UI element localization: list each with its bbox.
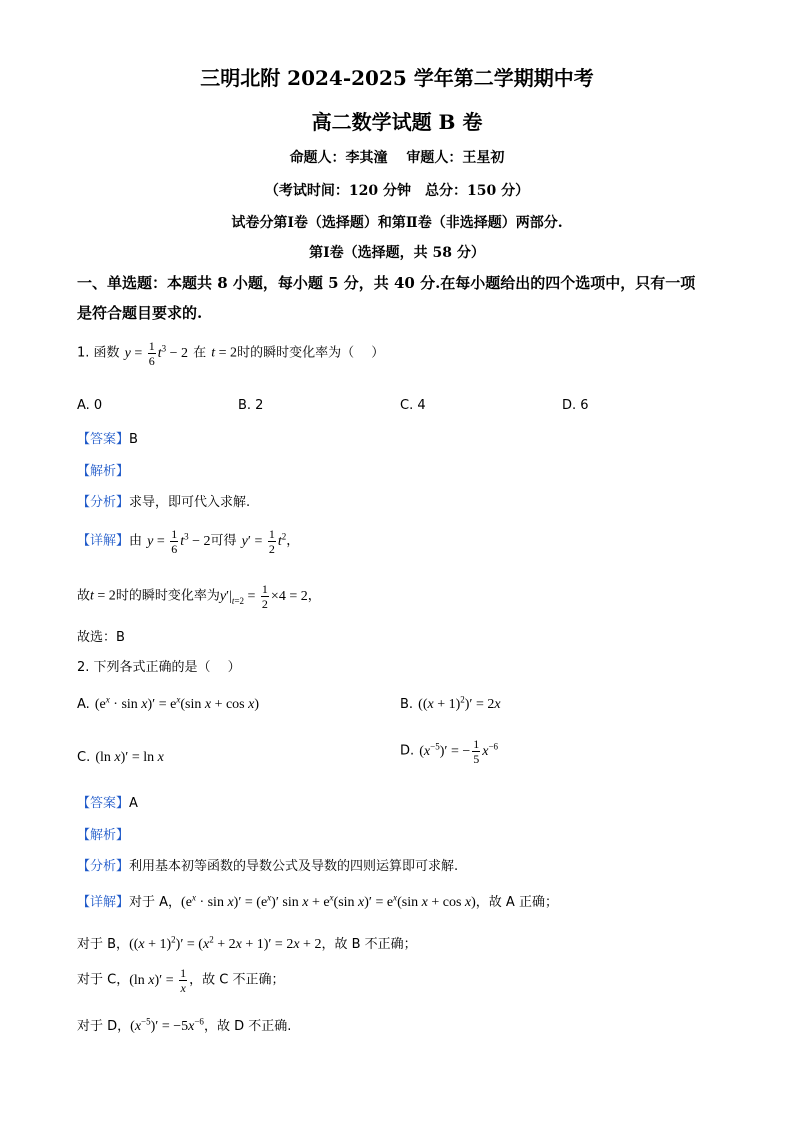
q2-detail-c-prefix: 对于 C， [77,972,130,988]
q2-formula-c: (ln x)′ = ln x [95,750,164,765]
q2-detail-b [77,933,417,953]
q1-detail-line2 [77,583,321,610]
xiangjie-tag: 【详解】 [77,895,130,910]
q1-line2-t: t = 2 [90,588,116,604]
analysis-tag: 【解析】 [77,464,130,479]
q2-label-b: B. [400,697,414,712]
authors-line: 命题人：李其潼 审题人：王星初 [289,150,505,166]
q2-detail-c-formula: (ln x)′ = $\frac{1}{x}$ [129,966,187,995]
q2-detail-d-prefix: 对于 D， [77,1019,131,1034]
q1-stem [77,340,384,367]
q2-detail-a-formula: $(e^x \cdot \sin x)' = (e^x)'$ $\sin x + e^x(\sin$ $x)' = e^x(\sin$ x + cos x) [181,892,476,910]
q2-detail-b-prefix: 对于 B， [77,937,130,952]
fenxi-tag: 【分析】 [77,859,130,874]
q2-detail-a-prefix: 对于 A， [129,895,182,910]
q2-detail-a [77,891,558,911]
q2-detail-b-formula: $((x + 1)^2)' = (x^2 + 2x + 1)' = 2x + 2$ [129,934,322,952]
exam-title: 三明北附 2024-2025 学年第二学期期中考 [200,66,594,90]
q1-line2-start: 故 [77,588,91,604]
answer-tag: 【答案】 [77,796,130,811]
q2-formula-d: $(x^{-5})'$ = − $\frac{1}{5}$ $x^{-6}$ [419,737,499,766]
q2-detail-b-suffix: ，故 B 不正确； [321,937,417,952]
q1-suffix: 时的瞬时变化率为（ ） [237,345,385,361]
q2-formula-a: $(e^x \cdot \sin x)' = e^x(\sin$ x + cos x) [94,694,260,712]
q1-option-a: A. 0 [77,398,103,413]
q1-answer [77,428,138,447]
q2-detail-d-suffix: ，故 D 不正确. [203,1019,292,1034]
q2-detail-c-suffix: ，故 C 不正确； [189,972,285,988]
q1-option-c: C. 4 [400,398,426,413]
q2-detail-c [77,967,284,994]
q2-answer-value: A [129,796,138,811]
q1-detail-comma: ， [286,533,300,549]
q1-t-value: t = 2 [211,345,238,361]
q1-line2-end: ， [307,588,321,604]
q2-option-c [77,746,164,766]
q1-detail-function: y = $\frac{1}{6}$ $t^3 - 2$ [147,527,211,556]
section1-line2: 是符合题目要求的. [77,304,203,322]
q2-detail-a-suffix: ，故 A 正确； [475,895,558,910]
xiangjie-tag: 【详解】 [77,533,130,549]
part1-heading: 第Ⅰ卷（选择题，共 58 分） [309,245,485,261]
exam-info: （考试时间：120 分钟 总分：150 分） [264,183,530,199]
q2-option-b [400,693,501,713]
q1-option-d: D. 6 [562,398,589,413]
q2-label-c: C. [77,750,91,765]
q2-option-a [77,693,259,713]
q1-answer-value: B [129,432,138,447]
fenxi-tag: 【分析】 [77,495,130,510]
q1-mid: 在 [193,345,207,361]
section1-line1: 一、单选题：本题共 8 小题，每小题 5 分，共 40 分.在每小题给出的四个选项中，只有一项 [77,274,696,292]
q1-detail-get: 可得 [210,533,237,549]
q1-line2-mid: 时的瞬时变化率为 [115,588,220,604]
q1-fenxi [77,491,250,510]
q2-option-d [400,738,498,765]
analysis-tag: 【解析】 [77,828,130,843]
q2-fenxi [77,855,458,874]
q2-label-d: D. [400,743,415,759]
q2-detail-d [77,1015,291,1035]
q2-answer [77,792,138,811]
q1-line2-eval: $y'|_{t=2}$ = $\frac{1}{2}$ ×4 = 2 [219,582,308,611]
answer-tag: 【答案】 [77,432,130,447]
q1-conclusion: 故选：B [77,630,125,645]
q1-fenxi-text: 求导，即可代入求解. [129,495,251,510]
exam-subtitle: 高二数学试题 B 卷 [311,110,483,134]
q2-detail-d-formula: $(x^{-5})' = -5x^{-6}$ [130,1016,204,1034]
q1-option-b: B. 2 [238,398,264,413]
q2-stem: 2. 下列各式正确的是（ ） [77,660,241,675]
q1-prefix: 1. 函数 [77,345,120,361]
q1-detail-line1 [77,528,299,555]
q1-detail-from: 由 [129,533,143,549]
q2-fenxi-text: 利用基本初等函数的导数公式及导数的四则运算即可求解. [129,859,459,874]
q1-detail-derivative: y′ = $\frac{1}{2}$ $t^2$ [241,527,287,556]
q1-function-formula: y = $\frac{1}{6}$ $t^3 - 2$ [124,339,189,368]
q2-formula-b: $((x + 1)^2)' = 2x$ [418,694,501,712]
q2-label-a: A. [77,697,90,712]
paper-parts: 试卷分第Ⅰ卷（选择题）和第Ⅱ卷（非选择题）两部分. [231,215,563,231]
